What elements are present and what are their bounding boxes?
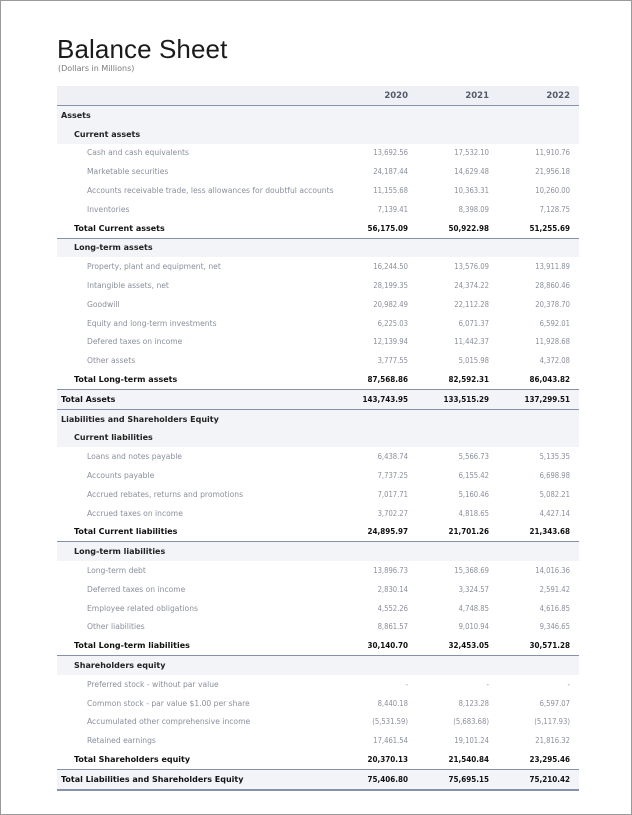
row-label: Accumulated other comprehensive income xyxy=(87,717,251,727)
grand-row xyxy=(57,389,579,409)
item-row xyxy=(57,485,579,504)
value-2021 xyxy=(417,238,498,257)
value-2020 xyxy=(336,656,417,675)
value-2021: 10,363.31 xyxy=(454,186,489,196)
value-2020: 56,175.09 xyxy=(336,219,417,238)
value-2022: 5,135.35 xyxy=(539,452,570,462)
row-label: Liabilities and Shareholders Equity xyxy=(57,409,336,428)
section-row xyxy=(57,106,579,125)
row-label: Current assets xyxy=(57,125,336,144)
value-2020 xyxy=(336,125,417,144)
header-label-cell xyxy=(57,86,336,106)
value-2021: 50,922.98 xyxy=(417,219,498,238)
value-2021: 6,155.42 xyxy=(458,471,489,481)
balance-sheet-body xyxy=(57,106,579,790)
value-2022: 21,816.32 xyxy=(535,736,570,746)
item-row xyxy=(57,561,579,580)
value-2022: 4,372.08 xyxy=(539,356,570,366)
item-row xyxy=(57,351,579,370)
value-2020: 13,692.56 xyxy=(373,148,408,158)
value-2022: 14,016.36 xyxy=(535,566,570,576)
total-row xyxy=(57,370,579,389)
value-2021: 17,532.10 xyxy=(454,148,489,158)
value-2021 xyxy=(417,409,498,428)
value-2022: 11,910.76 xyxy=(535,148,570,158)
value-2021: 19,101.24 xyxy=(454,736,489,746)
section-row xyxy=(57,409,579,428)
value-2021: 8,123.28 xyxy=(458,698,489,708)
row-label: Total Current liabilities xyxy=(57,523,336,542)
value-2020: 20,370.13 xyxy=(336,750,417,769)
item-row xyxy=(57,504,579,523)
row-label: Current liabilities xyxy=(57,429,336,448)
row-label: Preferred stock - without par value xyxy=(87,679,219,689)
item-row xyxy=(57,295,579,314)
year-header: 2020 xyxy=(336,86,417,106)
value-2022: 21,956.18 xyxy=(535,167,570,177)
value-2020: 28,199.35 xyxy=(373,281,408,291)
value-2021: 4,748.85 xyxy=(458,603,489,613)
year-header: 2022 xyxy=(498,86,579,106)
year-header: 2021 xyxy=(417,86,498,106)
value-2021: (5,683.68) xyxy=(453,717,489,727)
row-label: Accrued taxes on income xyxy=(87,508,183,518)
row-label: Long-term assets xyxy=(57,238,336,257)
value-2022: 5,082.21 xyxy=(539,489,570,499)
value-2020: 24,895.97 xyxy=(336,523,417,542)
row-label: Marketable securities xyxy=(87,167,169,177)
value-2022: 28,860.46 xyxy=(535,281,570,291)
row-label: Intangible assets, net xyxy=(87,281,169,291)
row-label: Long-term liabilities xyxy=(57,542,336,561)
item-row xyxy=(57,162,579,181)
item-row xyxy=(57,200,579,219)
value-2022: 137,299.51 xyxy=(498,389,579,409)
page-subtitle: (Dollars in Millions) xyxy=(58,64,135,73)
value-2021: 133,515.29 xyxy=(417,389,498,409)
item-row xyxy=(57,599,579,618)
value-2022: 30,571.28 xyxy=(498,636,579,655)
value-2022: 21,343.68 xyxy=(498,523,579,542)
item-row xyxy=(57,731,579,750)
item-row xyxy=(57,675,579,694)
value-2020: 16,244.50 xyxy=(373,262,408,272)
value-2022: 6,592.01 xyxy=(539,318,570,328)
value-2020: 7,139.41 xyxy=(377,204,408,214)
row-label: Total Liabilities and Shareholders Equity xyxy=(57,769,336,789)
value-2021: 14,629.48 xyxy=(454,167,489,177)
value-2021: 5,160.46 xyxy=(458,489,489,499)
value-2022: 4,616.85 xyxy=(539,603,570,613)
value-2020: 4,552.26 xyxy=(377,603,408,613)
row-label: Shareholders equity xyxy=(57,656,336,675)
value-2021: 5,566.73 xyxy=(458,452,489,462)
value-2022: 51,255.69 xyxy=(498,219,579,238)
value-2021: 4,818.65 xyxy=(458,508,489,518)
row-label: Deferred taxes on income xyxy=(87,584,186,594)
row-label: Employee related obligations xyxy=(87,603,198,613)
value-2020: (5,531.59) xyxy=(372,717,408,727)
value-2021: 8,398.09 xyxy=(458,204,489,214)
value-2021: 9,010.94 xyxy=(458,622,489,632)
value-2022 xyxy=(498,409,579,428)
year-header-row xyxy=(57,86,579,106)
value-2021 xyxy=(417,542,498,561)
value-2020: 6,225.03 xyxy=(377,318,408,328)
value-2020: 20,982.49 xyxy=(373,299,408,309)
row-label: Long-term debt xyxy=(87,566,146,576)
group-row xyxy=(57,125,579,144)
row-label: Total Shareholders equity xyxy=(57,750,336,769)
value-2020 xyxy=(336,542,417,561)
item-row xyxy=(57,314,579,333)
value-2022: 10,260.00 xyxy=(535,186,570,196)
value-2020: 75,406.80 xyxy=(336,769,417,789)
value-2022: 6,597.07 xyxy=(539,698,570,708)
total-row xyxy=(57,219,579,238)
row-label: Total Current assets xyxy=(57,219,336,238)
grand-row xyxy=(57,769,579,789)
row-label: Retained earnings xyxy=(87,736,156,746)
row-label: Goodwill xyxy=(87,299,120,309)
group-row xyxy=(57,656,579,675)
balance-sheet-table xyxy=(57,86,579,791)
group-row xyxy=(57,429,579,448)
value-2022 xyxy=(498,542,579,561)
value-2022: 86,043.82 xyxy=(498,370,579,389)
item-row xyxy=(57,257,579,276)
item-row xyxy=(57,580,579,599)
row-label: Total Long-term liabilities xyxy=(57,636,336,655)
value-2021: 6,071.37 xyxy=(458,318,489,328)
item-row xyxy=(57,618,579,637)
value-2021: 3,324.57 xyxy=(458,584,489,594)
value-2020: 3,702.27 xyxy=(377,508,408,518)
row-label: Accrued rebates, returns and promotions xyxy=(87,489,244,499)
total-row xyxy=(57,750,579,769)
row-label: Total Assets xyxy=(57,389,336,409)
value-2021: 82,592.31 xyxy=(417,370,498,389)
value-2020: 7,017.71 xyxy=(377,489,408,499)
value-2022 xyxy=(498,656,579,675)
group-row xyxy=(57,238,579,257)
value-2020 xyxy=(336,106,417,125)
value-2020 xyxy=(336,409,417,428)
row-label: Defered taxes on income xyxy=(87,337,183,347)
value-2021 xyxy=(417,106,498,125)
item-row xyxy=(57,276,579,295)
value-2021: 21,701.26 xyxy=(417,523,498,542)
row-label: Common stock - par value $1.00 per share xyxy=(87,698,250,708)
row-label: Property, plant and equipment, net xyxy=(87,262,221,272)
value-2022: 2,591.42 xyxy=(539,584,570,594)
value-2022: 7,128.75 xyxy=(539,204,570,214)
item-row xyxy=(57,181,579,200)
total-row xyxy=(57,523,579,542)
row-label: Equity and long-term investments xyxy=(87,318,217,328)
row-label: Loans and notes payable xyxy=(87,452,182,462)
row-label: Other liabilities xyxy=(87,622,145,632)
value-2021: 24,374.22 xyxy=(454,281,489,291)
value-2021: 21,540.84 xyxy=(417,750,498,769)
value-2021: 5,015.98 xyxy=(458,356,489,366)
value-2021 xyxy=(417,125,498,144)
value-2022 xyxy=(498,429,579,448)
value-2022: 23,295.46 xyxy=(498,750,579,769)
value-2021: 32,453.05 xyxy=(417,636,498,655)
value-2020: 11,155.68 xyxy=(373,186,408,196)
item-row xyxy=(57,466,579,485)
value-2022: 75,210.42 xyxy=(498,769,579,789)
value-2022: - xyxy=(567,679,570,689)
value-2021 xyxy=(417,429,498,448)
value-2022: 9,346.65 xyxy=(539,622,570,632)
row-label: Total Long-term assets xyxy=(57,370,336,389)
item-row xyxy=(57,447,579,466)
value-2022: 20,378.70 xyxy=(535,299,570,309)
row-label: Other assets xyxy=(87,356,136,366)
item-row xyxy=(57,144,579,163)
value-2020 xyxy=(336,429,417,448)
group-row xyxy=(57,542,579,561)
row-label: Assets xyxy=(57,106,336,125)
item-row xyxy=(57,694,579,713)
value-2021: 11,442.37 xyxy=(454,337,489,347)
value-2020: 12,139.94 xyxy=(373,337,408,347)
value-2020: 13,896.73 xyxy=(373,566,408,576)
item-row xyxy=(57,333,579,352)
value-2021: 15,368.69 xyxy=(454,566,489,576)
value-2020: 2,830.14 xyxy=(377,584,408,594)
value-2020 xyxy=(336,238,417,257)
value-2020: 8,861.57 xyxy=(377,622,408,632)
value-2020: 3,777.55 xyxy=(377,356,408,366)
row-label: Cash and cash equivalents xyxy=(87,148,189,158)
value-2020: 17,461.54 xyxy=(373,736,408,746)
value-2021: 75,695.15 xyxy=(417,769,498,789)
value-2021: 13,576.09 xyxy=(454,262,489,272)
row-label: Inventories xyxy=(87,204,130,214)
row-label: Accounts payable xyxy=(87,471,155,481)
total-row xyxy=(57,636,579,655)
row-label: Accounts receivable trade, less allowances for doubtful accounts xyxy=(87,186,334,196)
value-2020: 30,140.70 xyxy=(336,636,417,655)
value-2020: 8,440.18 xyxy=(377,698,408,708)
value-2020: 6,438.74 xyxy=(377,452,408,462)
value-2022: (5,117.93) xyxy=(534,717,570,727)
value-2022 xyxy=(498,238,579,257)
value-2021 xyxy=(417,656,498,675)
value-2020: 87,568.86 xyxy=(336,370,417,389)
page-title: Balance Sheet xyxy=(57,34,228,64)
value-2020: - xyxy=(405,679,408,689)
value-2022: 4,427.14 xyxy=(539,508,570,518)
value-2020: 24,187.44 xyxy=(373,167,408,177)
value-2020: 143,743.95 xyxy=(336,389,417,409)
value-2022: 11,928.68 xyxy=(535,337,570,347)
value-2022 xyxy=(498,125,579,144)
value-2022: 13,911.89 xyxy=(535,262,570,272)
value-2022: 6,698.98 xyxy=(539,471,570,481)
item-row xyxy=(57,713,579,732)
value-2021: 22,112.28 xyxy=(454,299,489,309)
value-2020: 7,737.25 xyxy=(377,471,408,481)
value-2022 xyxy=(498,106,579,125)
value-2021: - xyxy=(486,679,489,689)
